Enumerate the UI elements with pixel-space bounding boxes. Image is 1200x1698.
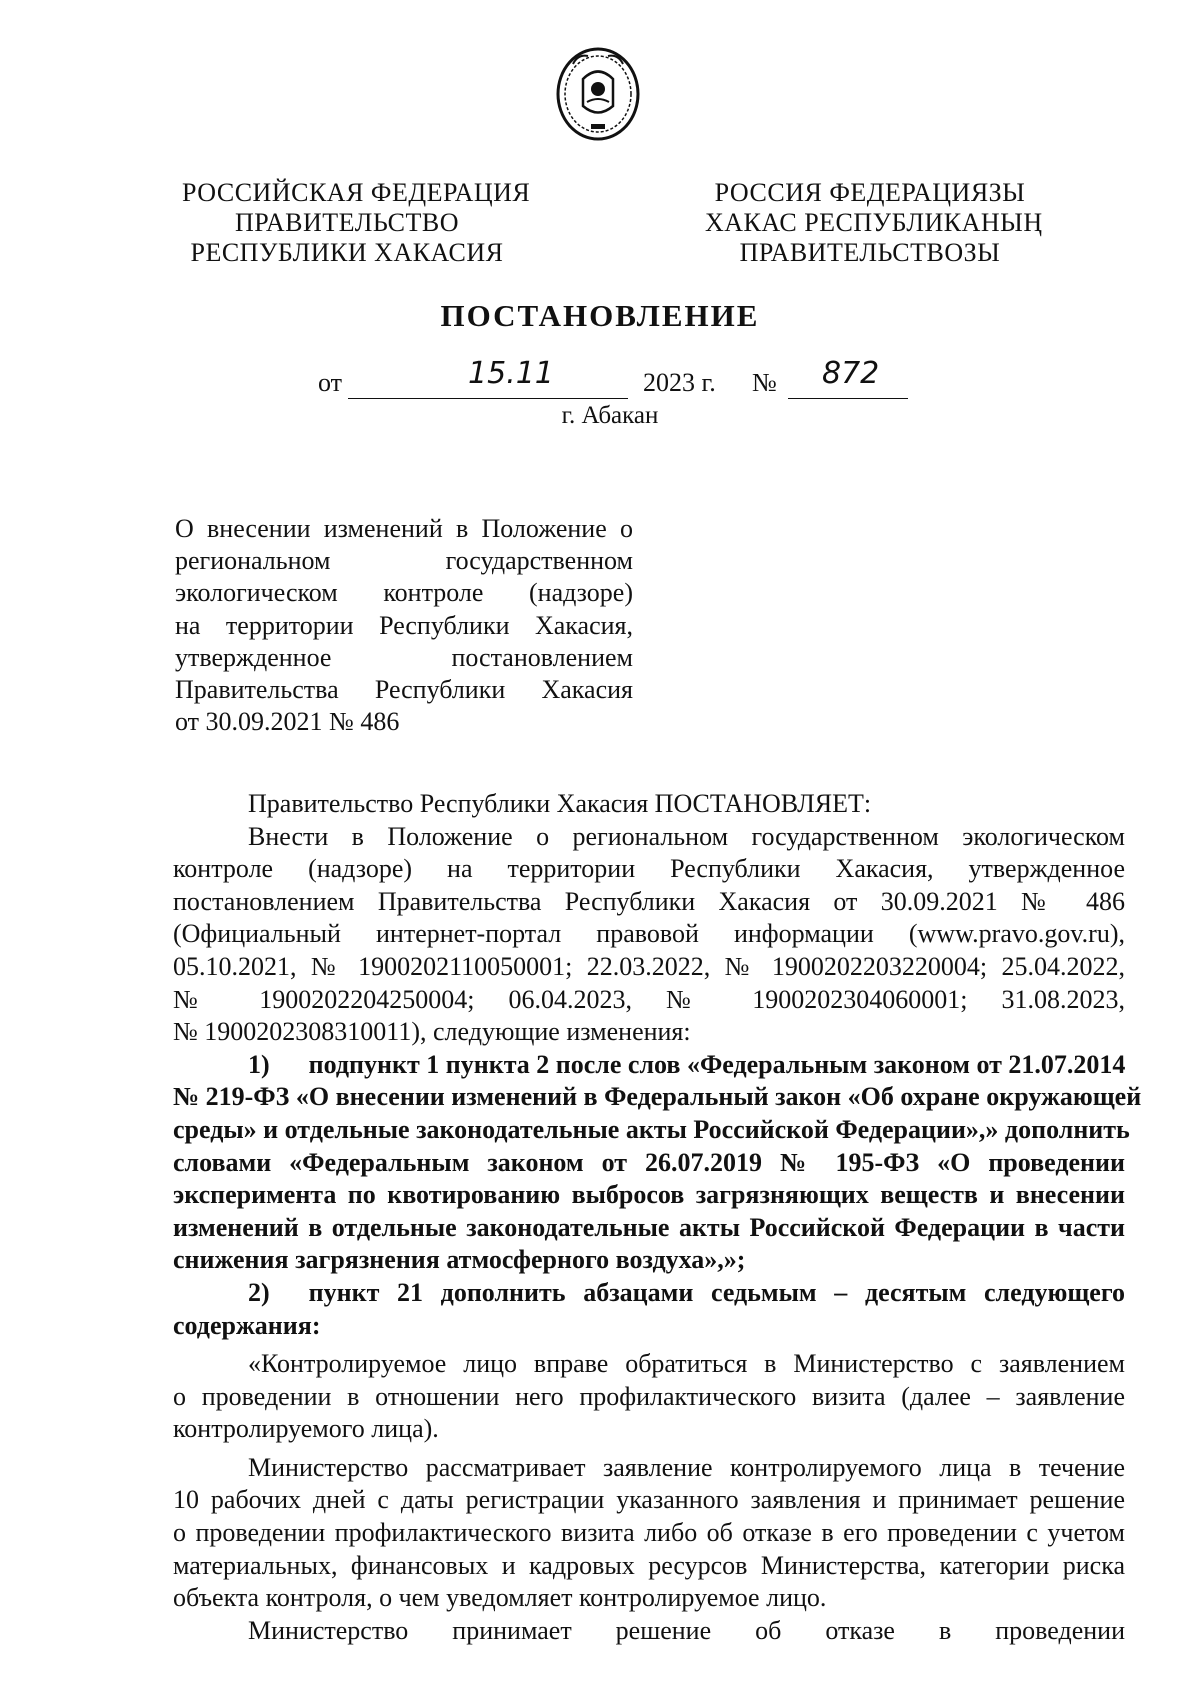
body-line: содержания: [173,1310,321,1340]
subject-line: О внесении изменений в Положение о [175,514,633,543]
body-line: объекта контроля, о чем уведомляет контролируемое лицо. [173,1583,827,1613]
header-left [182,178,531,268]
number-label: № [752,368,777,397]
body-line: Правительство Республики Хакасия ПОСТАНОВЛЯЕТ: [248,789,872,818]
body-line: постановлением Правительства Республики Хакасия от 30.09.2021 № 486 [173,886,1125,916]
header-left-line: РОССИЙСКАЯ ФЕДЕРАЦИЯ [182,178,531,207]
body-line: среды» и отдельные законодательные акты Российской Федерации»,» дополнить [173,1114,1130,1144]
document-body [173,788,1142,1647]
body-line: контроле (надзоре) на территории Республики Хакасия, утвержденное [173,854,1125,884]
document-subject [175,513,633,738]
subject-line: экологическом контроле (надзоре) [175,578,633,608]
header-right-line: ХАКАС РЕСПУБЛИКАНЫҢ [705,208,1043,237]
body-line: 2) пункт 21 дополнить абзацами седьмым – десятым следующего [248,1277,1125,1307]
body-line: 10 рабочих дней с даты регистрации указанного заявления и принимает решение [173,1485,1125,1515]
body-line: изменений в отдельные законодательные акты Российской Федерации в части [173,1212,1125,1242]
body-line: № 219-ФЗ «О внесении изменений в Федеральный закон «Об охране окружающей [173,1082,1142,1112]
body-line: Министерство рассматривает заявление контролируемого лица в течение [248,1452,1125,1482]
number-underline [788,398,908,399]
body-line: № 1900202204250004; 06.04.2023, № 1900202304060001; 31.08.2023, [173,984,1125,1014]
body-line: материальных, финансовых и кадровых ресурсов Министерства, категории риска [173,1550,1125,1580]
header-left-line: РЕСПУБЛИКИ ХАКАСИЯ [190,238,504,267]
body-line: 05.10.2021, № 1900202110050001; 22.03.2022, № 1900202203220004; 25.04.2022, [173,951,1125,981]
header-right-line: РОССИЯ ФЕДЕРАЦИЯЗЫ [714,178,1026,207]
subject-line: Правительства Республики Хакасия [175,675,633,705]
body-line: контролируемого лица). [173,1414,439,1444]
city: г. Абакан [561,402,659,429]
subject-line: от 30.09.2021 № 486 [175,707,400,737]
body-line: «Контролируемое лицо вправе обратиться в Министерство с заявлением [248,1349,1125,1379]
header-right-line: ПРАВИТЕЛЬСТВОЗЫ [739,238,1001,267]
body-line: Министерство принимает решение об отказе в проведении [248,1615,1125,1645]
body-line: № 1900202308310011), следующие изменения: [173,1017,691,1047]
body-line: о проведении в отношении него профилактического визита (далее – заявление [173,1381,1125,1411]
header-right [705,178,1043,268]
coat-of-arms-emblem [553,44,643,144]
body-line: Внести в Положение о региональном государственном экологическом [248,821,1125,851]
body-line: словами «Федеральным законом от 26.07.2019 № 195-ФЗ «О проведении [173,1147,1125,1177]
subject-line: региональном государственном [175,546,633,576]
handwritten-number: 872 [822,356,880,391]
date-underline [348,398,628,399]
document-title: ПОСТАНОВЛЕНИЕ [440,298,760,333]
body-line: эксперимента по квотированию выбросов загрязняющих веществ и внесении [173,1180,1125,1210]
subject-line: утвержденное постановлением [175,642,633,672]
date-from-label: от [318,368,343,397]
subject-line: на территории Республики Хакасия, [175,610,633,640]
date-year: 2023 г. [643,368,716,397]
handwritten-date: 15.11 [468,356,554,391]
header-left-line: ПРАВИТЕЛЬСТВО [235,208,459,237]
body-line: снижения загрязнения атмосферного воздуха»,»; [173,1245,746,1275]
body-line: 1) подпункт 1 пункта 2 после слов «Федеральным законом от 21.07.2014 [248,1049,1126,1079]
body-line: о проведении профилактического визита либо об отказе в его проведении с учетом [173,1518,1125,1548]
body-line: (Официальный интернет-портал правовой информации (www.pravo.gov.ru), [173,919,1125,949]
